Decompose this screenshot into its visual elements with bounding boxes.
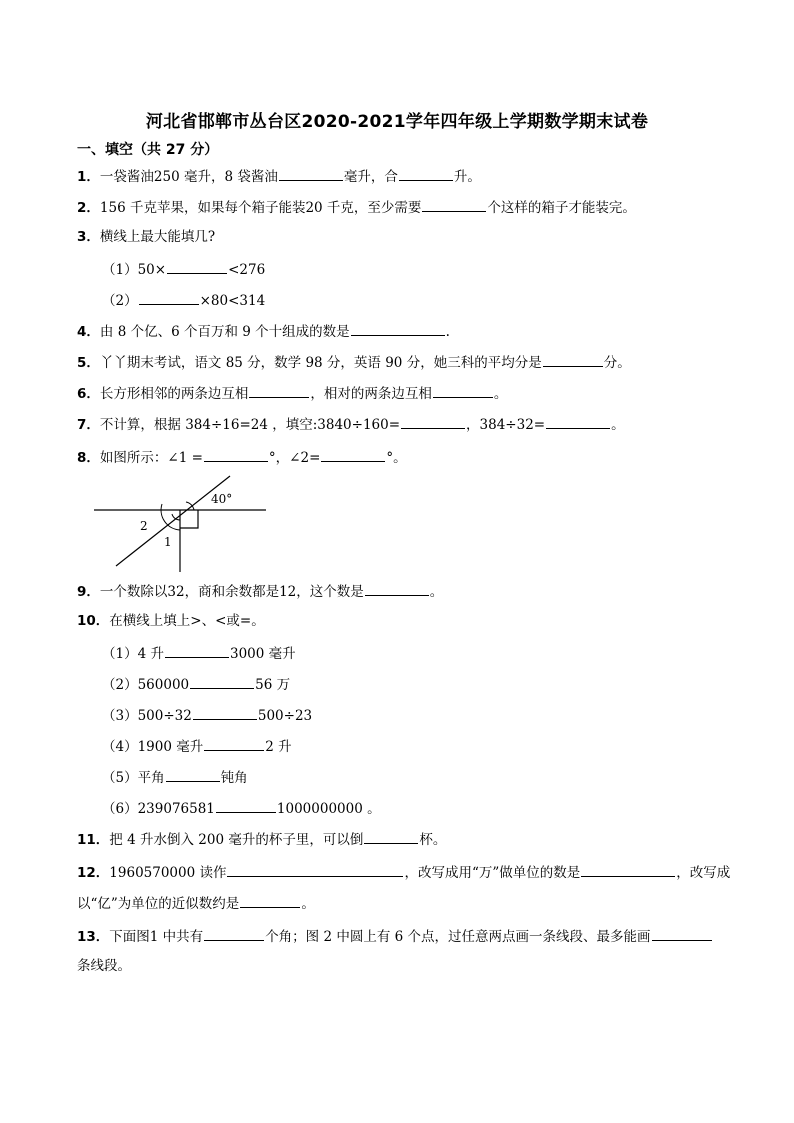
question-9: 9．一个数除以32，商和余数都是12，这个数是 。	[77, 580, 443, 602]
answer-blank[interactable]	[365, 580, 429, 596]
answer-blank[interactable]	[351, 320, 445, 336]
answer-blank[interactable]	[401, 413, 465, 429]
question-10-part-3: （3）500÷32 500÷23	[102, 704, 312, 726]
question-12-continued: 以“亿”为单位的近似数约是 。	[77, 892, 315, 914]
question-8: 8．如图所示：∠1 = °，∠2= °。	[77, 446, 407, 468]
angle-40-label: 40°	[211, 492, 233, 506]
answer-blank[interactable]	[240, 892, 300, 908]
question-13-continued: 条线段。	[77, 958, 131, 974]
question-number: 13．	[77, 929, 110, 945]
answer-blank[interactable]	[167, 258, 227, 274]
angle-2-label: 2	[140, 519, 148, 533]
question-number: 7．	[77, 417, 100, 433]
answer-blank[interactable]	[193, 704, 257, 720]
answer-blank[interactable]	[546, 413, 610, 429]
question-5: 5．丫丫期末考试，语文 85 分，数学 98 分，英语 90 分，她三科的平均分是 分。	[77, 351, 631, 373]
question-6: 6．长方形相邻的两条边互相 ，相对的两条边互相 。	[77, 382, 507, 404]
exam-title: 河北省邯郸市丛台区2020-2021学年四年级上学期数学期末试卷	[145, 112, 649, 132]
question-number: 1．	[77, 169, 100, 185]
answer-blank[interactable]	[204, 446, 268, 462]
answer-blank[interactable]	[543, 351, 603, 367]
question-number: 6．	[77, 386, 100, 402]
answer-blank[interactable]	[249, 382, 309, 398]
question-3: 3．横线上最大能填几?	[77, 229, 216, 245]
angle-1-label: 1	[164, 535, 172, 549]
question-number: 5．	[77, 355, 100, 371]
answer-blank[interactable]	[581, 861, 675, 877]
answer-blank[interactable]	[321, 446, 385, 462]
question-10-part-1: （1）4 升 3000 毫升	[102, 642, 296, 664]
answer-blank[interactable]	[139, 289, 199, 305]
answer-blank[interactable]	[204, 735, 264, 751]
question-number: 2．	[77, 200, 100, 216]
answer-blank[interactable]	[227, 861, 403, 877]
question-number: 4．	[77, 324, 100, 340]
answer-blank[interactable]	[433, 382, 493, 398]
question-number: 11．	[77, 832, 110, 848]
question-number: 3．	[77, 229, 100, 245]
answer-blank[interactable]	[652, 925, 712, 941]
answer-blank[interactable]	[216, 797, 276, 813]
question-3-part-1: （1）50× <276	[102, 258, 265, 280]
question-number: 9．	[77, 584, 100, 600]
question-number: 8．	[77, 450, 100, 466]
question-10-part-6: （6）239076581 1000000000 。	[102, 797, 381, 819]
diagonal-line	[116, 476, 233, 566]
question-10-part-2: （2）560000 56 万	[102, 673, 290, 695]
question-13: 13．下面图1 中共有 个角；图 2 中圆上有 6 个点，过任意两点画一条线段、最多能画	[77, 925, 713, 947]
question-11: 11．把 4 升水倒入 200 毫升的杯子里，可以倒 杯。	[77, 828, 446, 850]
answer-blank[interactable]	[399, 165, 453, 181]
question-2: 2．156 千克苹果，如果每个箱子能装20 千克，至少需要 个这样的箱子才能装完。	[77, 196, 636, 218]
answer-blank[interactable]	[204, 925, 264, 941]
answer-blank[interactable]	[165, 642, 229, 658]
answer-blank[interactable]	[364, 828, 418, 844]
question-10-part-4: （4）1900 毫升 2 升	[102, 735, 292, 757]
question-10: 10．在横线上填上>、<或=。	[77, 613, 265, 629]
question-1: 1．一袋酱油250 毫升，8 袋酱油 毫升，合 升。	[77, 165, 481, 187]
question-number: 10．	[77, 613, 110, 629]
section-heading: 一、填空（共 27 分）	[77, 142, 219, 158]
question-3-part-2: （2） ×80<314	[102, 289, 265, 311]
answer-blank[interactable]	[279, 165, 343, 181]
answer-blank[interactable]	[422, 196, 486, 212]
question-10-part-5: （5）平角 钝角	[102, 766, 248, 788]
angle-figure	[90, 474, 270, 572]
question-7: 7．不计算，根据 384÷16=24 ，填空:3840÷160= ，384÷32= 。	[77, 413, 625, 435]
answer-blank[interactable]	[166, 766, 220, 782]
answer-blank[interactable]	[190, 673, 254, 689]
question-12: 12．1960570000 读作 ，改写成用“万”做单位的数是 ，改写成	[77, 861, 730, 883]
angle-40-arc	[186, 502, 194, 510]
question-number: 12．	[77, 865, 110, 881]
question-4: 4．由 8 个亿、6 个百万和 9 个十组成的数是 .	[77, 320, 450, 342]
